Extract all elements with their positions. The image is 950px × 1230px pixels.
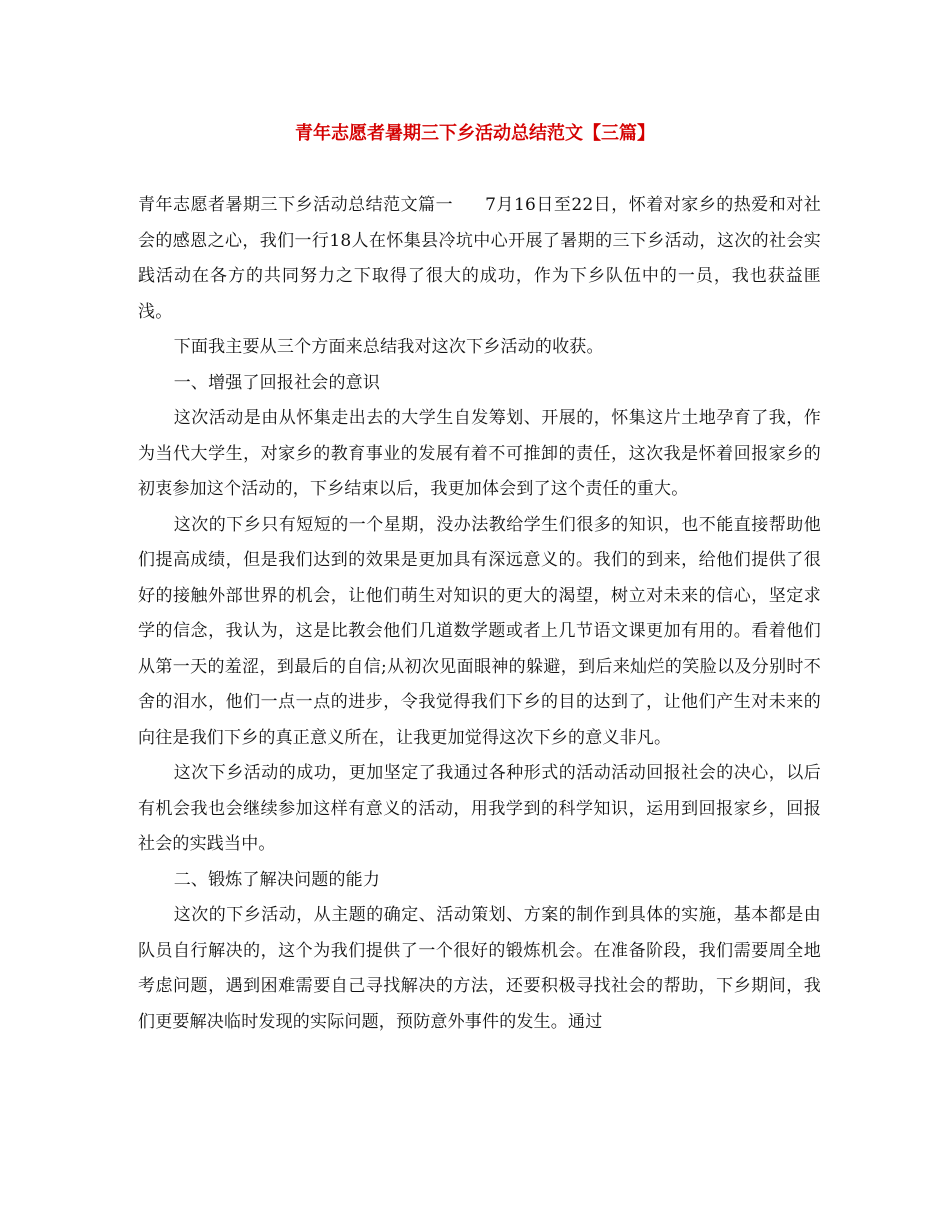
document-body: [138, 188, 821, 1040]
document-title: 青年志愿者暑期三下乡活动总结范文【三篇】: [295, 123, 655, 144]
paragraph-body: 这次下乡活动的成功，更加坚定了我通过各种形式的活动活动回报社会的决心，以后有机会我也会继续参加这样有意义的活动，用我学到的科学知识，运用到回报家乡，回报社会的实践当中。: [138, 763, 821, 854]
paragraph-overview: 下面我主要从三个方面来总结我对这次下乡活动的收获。: [173, 337, 604, 357]
paragraph-body: 这次的下乡活动，从主题的确定、活动策划、方案的制作到具体的实施，基本都是由队员自行解决的，这个为我们提供了一个很好的锻炼机会。在准备阶段，我们需要周全地考虑问题，遇到困难需要自己寻找解决的方法，还要积极寻找社会的帮助，下乡期间，我们更要解决临时发现的实际问题，预防意外事件的发生。通过: [138, 905, 821, 1032]
intro-text: 7月16日至22日，怀着对家乡的热爱和对社会的感恩之心，我们一行18人在怀集县冷坑中心开展了暑期的三下乡活动，这次的社会实践活动在各方的共同努力之下取得了很大的成功，作为下乡队伍中的一员，我也获益匪浅。: [138, 195, 821, 322]
section-heading-two: 二、锻炼了解决问题的能力: [173, 869, 381, 890]
paragraph-body: 这次的下乡只有短短的一个星期，没办法教给学生们很多的知识，也不能直接帮助他们提高成绩，但是我们达到的效果是更加具有深远意义的。我们的到来，给他们提供了很好的接触外部世界的机会，让他们萌生对知识的更大的渴望，树立对未来的信心，坚定求学的信念，我认为，这是比教会他们几道数学题或者上几节语文课更加有用的。看着他们从第一天的羞涩，到最后的自信;从初次见面眼神的躲避，到后来灿烂的笑脸以及分别时不舍的泪水，他们一点一点的进步，令我觉得我们下乡的目的达到了，让他们产生对未来的向往是我们下乡的真正意义所在，让我更加觉得这次下乡的意义非凡。: [138, 514, 821, 748]
section-lead-title: 青年志愿者暑期三下乡活动总结范文篇一: [138, 195, 454, 215]
paragraph-intro: [138, 188, 821, 330]
paragraph-body: 这次活动是由从怀集走出去的大学生自发筹划、开展的，怀集这片土地孕育了我，作为当代大学生，对家乡的教育事业的发展有着不可推卸的责任，这次我是怀着回报家乡的初衷参加这个活动的，下乡结束以后，我更加体会到了这个责任的重大。: [138, 408, 821, 499]
section-heading-one: 一、增强了回报社会的意识: [173, 372, 381, 393]
